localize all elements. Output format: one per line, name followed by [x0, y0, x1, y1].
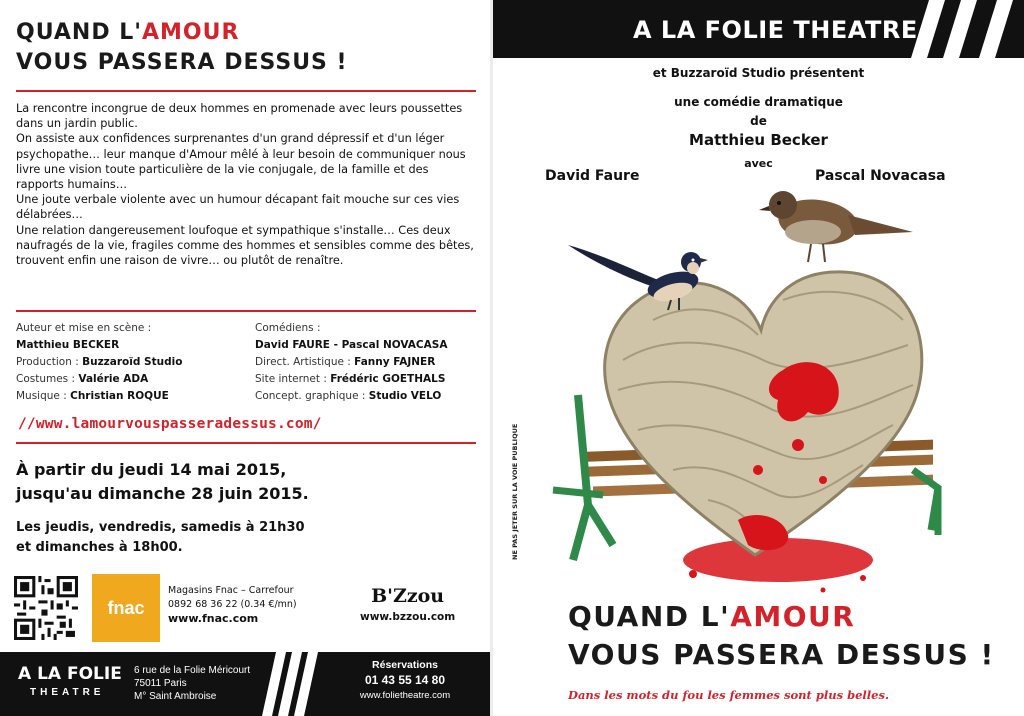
- divider: [16, 90, 476, 92]
- actor-name: David Faure: [545, 168, 640, 184]
- tagline: Dans les mots du fou les femmes sont plus belles.: [568, 688, 889, 702]
- credit-value: David FAURE - Pascal NOVACASA: [255, 339, 448, 351]
- credit-value: Christian ROQUE: [70, 390, 169, 402]
- credit-key: Musique :: [16, 390, 67, 402]
- reservations-label: Réservations: [372, 659, 438, 671]
- credits-left: [16, 320, 182, 405]
- address-line: M° Saint Ambroise: [134, 691, 217, 702]
- run-dates: [16, 458, 309, 506]
- credit-key: Direct. Artistique :: [255, 356, 351, 368]
- credit-key: Site internet :: [255, 373, 327, 385]
- credit-key: Costumes :: [16, 373, 76, 385]
- credit-value: Buzzaroïd Studio: [82, 356, 183, 368]
- splatter-drop: [689, 570, 697, 578]
- poster-title-line2: VOUS PASSERA DESSUS !: [568, 638, 995, 671]
- splatter-drop: [860, 575, 866, 581]
- credit-value: Fanny FAJNER: [354, 356, 436, 368]
- credit-value: Frédéric GOETHALS: [330, 373, 446, 385]
- date-line: À partir du jeudi 14 mai 2015,: [16, 460, 287, 479]
- credit-value: Valérie ADA: [78, 373, 149, 385]
- theatre-header: A LA FOLIE THEATRE: [633, 16, 918, 44]
- qr-code-icon[interactable]: [14, 576, 78, 640]
- time-line: Les jeudis, vendredis, samedis à 21h30: [16, 520, 305, 535]
- bzzou-block: [360, 585, 455, 623]
- poster-title-line1: [568, 600, 855, 633]
- fnac-link[interactable]: www.fnac.com: [168, 612, 259, 625]
- showtimes: [16, 518, 305, 558]
- flyer-title-line1: [16, 20, 239, 45]
- credit-key: Auteur et mise en scène :: [16, 322, 152, 334]
- credit-value: Matthieu BECKER: [16, 339, 120, 351]
- credits-right: [255, 320, 447, 405]
- author-name: Matthieu Becker: [689, 131, 828, 149]
- website-link[interactable]: //www.lamourvouspasseradessus.com/: [18, 416, 322, 432]
- title-prefix: QUAND L': [568, 600, 731, 633]
- legal-note: NE PAS JETER SUR LA VOIE PUBLIQUE: [511, 423, 519, 560]
- footer-bar: [0, 652, 490, 716]
- fnac-phone: 0892 68 36 22 (0.34 €/mn): [168, 599, 297, 610]
- synopsis-paragraph: On assiste aux confidences surprenantes d'un grand dépressif et d'un léger psychopathe… leur manque d'Amour mêlé à leur besoin de communiquer nous livre une vision toute particulière de la vie conjugale, de la famille et des rapports humains…: [16, 132, 466, 192]
- flyer-back-panel: [0, 0, 490, 716]
- credit-value: Studio VELO: [368, 390, 442, 402]
- by-line: de: [750, 114, 767, 128]
- presenter-line: et Buzzaroïd Studio présentent: [652, 66, 865, 80]
- credit-key: Production :: [16, 356, 79, 368]
- flyer-front-panel: [493, 0, 1024, 716]
- synopsis-paragraph: Une joute verbale violente avec un humour décapant fait mouche sur ces vies délabrées…: [16, 193, 460, 222]
- reservations-phone[interactable]: 01 43 55 14 80: [364, 673, 446, 687]
- title-accent: AMOUR: [142, 20, 240, 45]
- splatter-drop: [821, 588, 826, 593]
- date-line: jusqu'au dimanche 28 juin 2015.: [16, 484, 309, 503]
- genre-line: une comédie dramatique: [674, 95, 843, 109]
- divider: [16, 442, 476, 444]
- title-prefix: QUAND L': [16, 20, 143, 45]
- credit-key: Concept. graphique :: [255, 390, 366, 402]
- address-line: 75011 Paris: [134, 678, 187, 689]
- bzzou-link[interactable]: www.bzzou.com: [360, 611, 456, 623]
- theatre-address: [134, 664, 250, 703]
- theatre-logo: A LA FOLIE: [18, 664, 122, 684]
- synopsis-paragraph: Une relation dangereusement loufoque et sympathique s'installe… Ces deux naufragés de la vie, fragiles comme des hommes et sensibles comme des bêtes, trouvent enfin une raison de vivre… ou plutôt de renaître.: [16, 223, 474, 268]
- synopsis: [16, 101, 478, 268]
- fnac-logo: fnac: [92, 574, 160, 642]
- with-line: avec: [744, 157, 773, 170]
- address-line: 6 rue de la Folie Méricourt: [134, 665, 251, 676]
- flyer-title-line2: VOUS PASSERA DESSUS !: [16, 50, 348, 75]
- bzzou-logo: B'Zzou: [371, 585, 445, 607]
- title-accent: AMOUR: [730, 600, 856, 633]
- reservations-link[interactable]: www.folietheatre.com: [359, 690, 451, 701]
- synopsis-paragraph: La rencontre incongrue de deux hommes en promenade avec leurs poussettes dans un jardin public.: [16, 102, 463, 131]
- credit-key: Comédiens :: [255, 322, 321, 334]
- heart-shape: [605, 272, 922, 555]
- divider: [16, 310, 476, 312]
- fnac-line: Magasins Fnac – Carrefour: [168, 585, 294, 596]
- sparrow-bird-icon: [759, 191, 913, 262]
- reservations: [330, 658, 480, 703]
- theatre-logo-sub: THEATRE: [30, 687, 105, 698]
- actor-name: Pascal Novacasa: [815, 168, 946, 184]
- fnac-info: [168, 584, 297, 626]
- time-line: et dimanches à 18h00.: [16, 540, 183, 555]
